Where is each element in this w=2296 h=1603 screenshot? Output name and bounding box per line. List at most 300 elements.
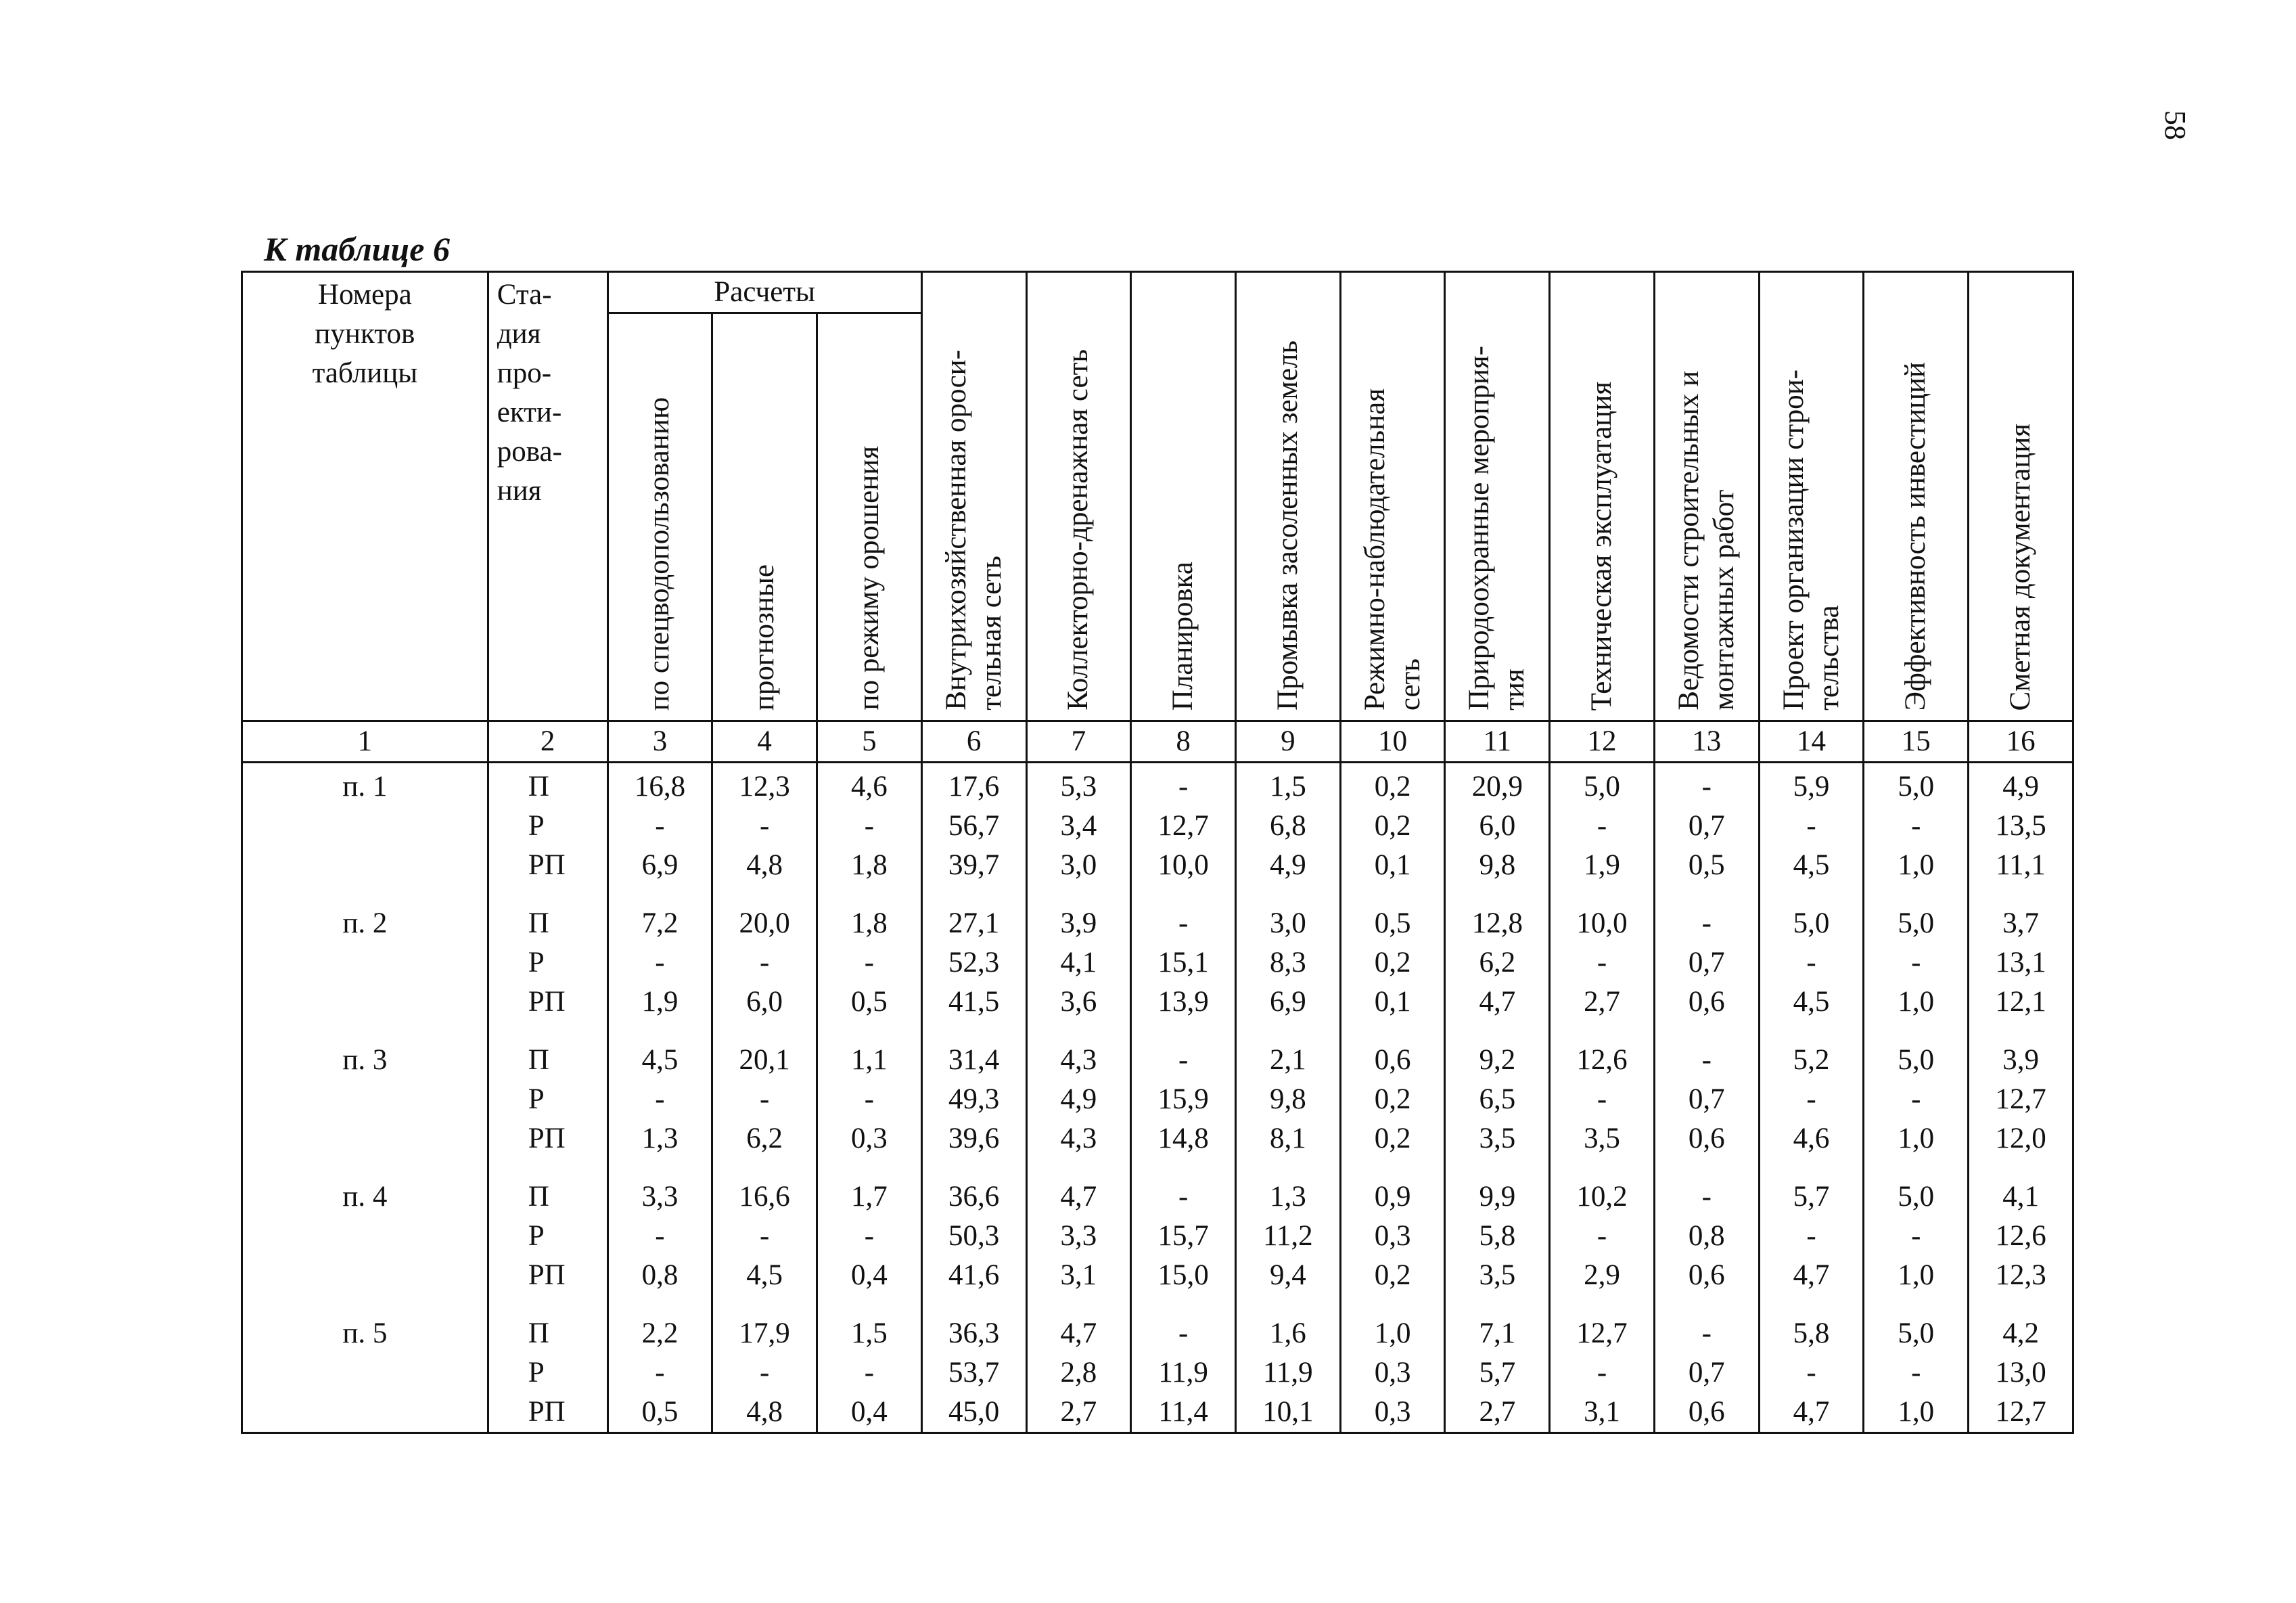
cell-value: 3,5 [1584,1123,1620,1154]
value-cell [1759,1037,1864,1173]
column-number: 14 [1759,721,1864,763]
value-cell [1026,1173,1131,1310]
value-cell [1550,1173,1655,1310]
cell-value: 5,8 [1793,1317,1830,1349]
cell-value: 3,6 [1060,986,1097,1018]
header-col-16 [1969,272,2073,721]
cell-value: 1,0 [1898,986,1935,1018]
cell-value: 12,0 [1995,1123,2046,1154]
value-cell [1026,900,1131,1037]
cell-value: 20,0 [739,907,790,939]
header-line: тельства [1812,605,1845,710]
column-number: 8 [1131,721,1236,763]
value-cell [817,763,922,901]
cell-value: 4,9 [1060,1083,1097,1115]
table-row [242,1037,2073,1173]
header-col-13 [1654,272,1759,721]
cell-value: 12,7 [1995,1083,2046,1115]
item-number: п. 2 [242,900,488,1037]
cell-value: 16,8 [634,771,686,803]
cell-value: - [1178,771,1189,803]
cell-value: 4,1 [1060,947,1097,978]
value-cell [1445,1173,1550,1310]
column-number: 3 [607,721,712,763]
value-cell [1759,900,1864,1037]
cell-value: 0,3 [1374,1220,1411,1252]
value-cell [1235,1037,1340,1173]
item-number: п. 4 [242,1173,488,1310]
value-cell [1864,1173,1969,1310]
table-row [242,1173,2073,1310]
header-line: тия [1498,669,1531,710]
cell-value: - [655,1357,665,1388]
cell-value: 4,3 [1060,1044,1097,1076]
cell-value: 4,1 [2002,1181,2039,1213]
cell-value: 0,4 [851,1259,888,1291]
column-number-row [242,721,2073,763]
cell-value: - [1701,907,1712,939]
cell-value: 0,2 [1374,947,1411,978]
header-design-stage [488,272,607,721]
cell-value: - [1178,1317,1189,1349]
cell-value: 1,3 [1269,1181,1306,1213]
cell-value: 5,9 [1793,771,1830,803]
cell-value: 13,0 [1995,1357,2046,1388]
column-number: 15 [1864,721,1969,763]
cell-value: 5,0 [1898,1181,1935,1213]
value-cell [817,1173,922,1310]
value-cell [1969,763,2073,901]
cell-value: - [864,1357,875,1388]
cell-value: 3,9 [2002,1044,2039,1076]
cell-value: 45,0 [948,1396,1000,1428]
cell-value: 0,1 [1374,986,1411,1018]
cell-value: - [1178,907,1189,939]
cell-value: 5,0 [1898,1317,1935,1349]
cell-value: 5,2 [1793,1044,1830,1076]
cell-value: 0,6 [1688,986,1725,1018]
column-number: 10 [1340,721,1445,763]
cell-value: 3,1 [1060,1259,1097,1291]
cell-value: 6,8 [1269,810,1306,842]
cell-value: 0,2 [1374,771,1411,803]
header-line: Планировка [1167,561,1199,710]
header-line: Ста- [497,279,552,311]
cell-value: 12,3 [1995,1259,2046,1291]
value-cell [1235,1173,1340,1310]
cell-value: 17,9 [739,1317,790,1349]
cell-value: 2,7 [1584,986,1620,1018]
cell-value: 6,9 [1269,986,1306,1018]
cell-value: - [655,810,665,842]
cell-value: 36,6 [948,1181,1000,1213]
cell-value: 4,3 [1060,1123,1097,1154]
value-cell [1550,763,1655,901]
column-number: 12 [1550,721,1655,763]
stage-label: Р [528,1083,545,1115]
cell-value: - [760,1083,770,1115]
cell-value: 1,9 [641,986,679,1018]
stage-cell [488,1173,607,1310]
cell-value: 0,9 [1374,1181,1411,1213]
value-cell [1131,1173,1236,1310]
value-cell [1340,763,1445,901]
cell-value: 0,7 [1688,810,1725,842]
header-col-8 [1131,272,1236,721]
cell-value: 1,9 [1584,849,1620,881]
header-line: по режиму орошения [852,446,885,710]
column-number: 13 [1654,721,1759,763]
value-cell [921,1173,1026,1310]
header-col-5 [817,313,922,721]
cell-value: - [1597,1220,1607,1252]
value-cell [1026,763,1131,901]
cell-value: 17,6 [948,771,1000,803]
cell-value: 5,3 [1060,771,1097,803]
value-cell [1445,1310,1550,1433]
cell-value: 5,0 [1793,907,1830,939]
value-cell [1654,1173,1759,1310]
column-number: 5 [817,721,922,763]
cell-value: 10,0 [1157,849,1209,881]
cell-value: 4,8 [746,849,783,881]
cell-value: 9,4 [1269,1259,1306,1291]
stage-label: П [528,907,549,939]
header-col-10 [1340,272,1445,721]
column-number: 16 [1969,721,2073,763]
cell-value: - [1806,947,1816,978]
cell-value: 4,5 [1793,849,1830,881]
header-line: Режимно-наблюдательная [1358,388,1391,710]
cell-value: 4,7 [1479,986,1516,1018]
cell-value: 39,7 [948,849,1000,881]
value-cell [712,1173,817,1310]
cell-value: 4,9 [1269,849,1306,881]
cell-value: - [760,1220,770,1252]
stage-cell [488,1310,607,1433]
cell-value: 0,7 [1688,1357,1725,1388]
cell-value: 0,2 [1374,1123,1411,1154]
cell-value: 15,0 [1157,1259,1209,1291]
table-caption: К таблице 6 [264,230,450,268]
column-number: 11 [1445,721,1550,763]
cell-value: 3,4 [1060,810,1097,842]
value-cell [1969,1037,2073,1173]
cell-value: 1,8 [851,849,888,881]
header-line: по спецводопользованию [643,397,676,710]
value-cell [607,1173,712,1310]
cell-value: 4,7 [1793,1259,1830,1291]
value-cell [1864,763,1969,901]
cell-value: 31,4 [948,1044,1000,1076]
cell-value: 6,0 [746,986,783,1018]
cell-value: 12,1 [1995,986,2046,1018]
value-cell [921,1310,1026,1433]
cell-value: 15,7 [1157,1220,1209,1252]
cell-value: 1,0 [1898,849,1935,881]
cell-value: - [1911,1357,1921,1388]
stage-label: РП [528,1259,566,1291]
value-cell [712,1037,817,1173]
cell-value: 0,3 [1374,1396,1411,1428]
cell-value: 52,3 [948,947,1000,978]
cell-value: 27,1 [948,907,1000,939]
cell-value: 6,9 [641,849,679,881]
header-line: тельная сеть [975,556,1007,710]
value-cell [1654,1037,1759,1173]
cell-value: 5,0 [1898,907,1935,939]
cell-value: - [655,947,665,978]
header-line: Номера [318,279,412,311]
cell-value: - [1701,1044,1712,1076]
value-cell [921,763,1026,901]
value-cell [712,1310,817,1433]
cell-value: 1,8 [851,907,888,939]
header-col-11 [1445,272,1550,721]
cell-value: 0,7 [1688,1083,1725,1115]
header-line: Природоохранные мероприя- [1463,346,1496,710]
cell-value: - [864,810,875,842]
cell-value: 1,7 [851,1181,888,1213]
value-cell [712,763,817,901]
cell-value: 11,9 [1158,1357,1208,1388]
header-line: ния [497,475,542,507]
cell-value: 0,2 [1374,1083,1411,1115]
header-col-4 [712,313,817,721]
value-cell [1654,763,1759,901]
header-line: сеть [1394,658,1426,710]
cell-value: 13,9 [1157,986,1209,1018]
cell-value: 2,9 [1584,1259,1620,1291]
stage-label: РП [528,1396,566,1428]
header-line: Ведомости строительных и [1672,371,1705,710]
value-cell [1445,900,1550,1037]
header-line: рова- [497,436,562,468]
cell-value: 0,6 [1688,1123,1725,1154]
cell-value: 1,0 [1898,1396,1935,1428]
cell-value: 4,7 [1793,1396,1830,1428]
cell-value: 3,5 [1479,1259,1516,1291]
header-line: монтажных работ [1707,489,1740,710]
value-cell [1550,900,1655,1037]
cell-value: 13,5 [1995,810,2046,842]
cell-value: 0,3 [851,1123,888,1154]
value-cell [817,900,922,1037]
cell-value: 1,0 [1374,1317,1411,1349]
header-line: Сметная документация [2004,423,2037,710]
cell-value: 3,0 [1269,907,1306,939]
header-line: Проект организации строи- [1777,369,1810,710]
stage-label: П [528,1181,549,1213]
value-cell [1340,1173,1445,1310]
cell-value: 9,2 [1479,1044,1516,1076]
cell-value: 1,3 [641,1123,679,1154]
cell-value: 10,1 [1262,1396,1314,1428]
cell-value: 0,8 [1688,1220,1725,1252]
cell-value: 5,0 [1898,1044,1935,1076]
cell-value: 20,9 [1471,771,1523,803]
value-cell [1550,1037,1655,1173]
cell-value: 0,5 [1688,849,1725,881]
value-cell [1969,900,2073,1037]
cell-value: 0,3 [1374,1357,1411,1388]
cell-value: - [864,1220,875,1252]
cell-value: 0,7 [1688,947,1725,978]
cell-value: 16,6 [739,1181,790,1213]
cell-value: 12,7 [1576,1317,1628,1349]
item-number: п. 3 [242,1037,488,1173]
cell-value: 0,5 [641,1396,679,1428]
cell-value: 5,8 [1479,1220,1516,1252]
stage-label: П [528,1317,549,1349]
cell-value: 3,9 [1060,907,1097,939]
cell-value: 0,4 [851,1396,888,1428]
cell-value: - [1911,947,1921,978]
table-row [242,1310,2073,1433]
column-number: 1 [242,721,488,763]
header-line: Промывка засоленных земель [1271,340,1304,710]
cell-value: 1,6 [1269,1317,1306,1349]
stage-label: П [528,771,549,803]
value-cell [1340,1310,1445,1433]
header-col-14 [1759,272,1864,721]
cell-value: 4,5 [746,1259,783,1291]
cell-value: - [1701,1317,1712,1349]
header-line: Техническая эксплуатация [1586,381,1618,710]
value-cell [607,900,712,1037]
value-cell [1759,1173,1864,1310]
cell-value: 49,3 [948,1083,1000,1115]
cell-value: 0,6 [1688,1396,1725,1428]
value-cell [1969,1173,2073,1310]
stage-cell [488,900,607,1037]
value-cell [1445,763,1550,901]
cell-value: 4,5 [1793,986,1830,1018]
cell-value: - [1597,1357,1607,1388]
cell-value: 5,0 [1898,771,1935,803]
header-line: про- [497,357,552,389]
cell-value: 11,4 [1158,1396,1208,1428]
cell-value: 0,1 [1374,849,1411,881]
cell-value: 0,5 [1374,907,1411,939]
header-calculations-group: Расчеты [607,272,921,313]
cell-value: 15,1 [1157,947,1209,978]
header-line: прогнозные [748,564,781,710]
cell-value: - [1178,1044,1189,1076]
value-cell [1864,900,1969,1037]
header-col-12 [1550,272,1655,721]
cell-value: 3,0 [1060,849,1097,881]
cell-value: 5,0 [1584,771,1620,803]
value-cell [1131,900,1236,1037]
cell-value: 4,8 [746,1396,783,1428]
cell-value: 11,1 [1996,849,2046,881]
stage-label: РП [528,1123,566,1154]
cell-value: - [1911,1220,1921,1252]
cell-value: 2,7 [1060,1396,1097,1428]
cell-value: 1,0 [1898,1123,1935,1154]
cell-value: 4,6 [1793,1123,1830,1154]
stage-label: Р [528,947,545,978]
cell-value: - [1806,1357,1816,1388]
cell-value: 56,7 [948,810,1000,842]
cell-value: 1,1 [851,1044,888,1076]
stage-label: П [528,1044,549,1076]
column-number: 6 [921,721,1026,763]
value-cell [1864,1310,1969,1433]
cell-value: 12,8 [1471,907,1523,939]
value-cell [1654,900,1759,1037]
cell-value: 13,1 [1995,947,2046,978]
cell-value: 4,9 [2002,771,2039,803]
cell-value: 2,7 [1479,1396,1516,1428]
cell-value: 5,7 [1479,1357,1516,1388]
cell-value: 10,2 [1576,1181,1628,1213]
value-cell [1759,763,1864,901]
cell-value: 8,1 [1269,1123,1306,1154]
cell-value: 50,3 [948,1220,1000,1252]
cell-value: 11,2 [1263,1220,1313,1252]
cell-value: 0,5 [851,986,888,1018]
cell-value: 3,3 [1060,1220,1097,1252]
cell-value: 7,2 [641,907,679,939]
value-cell [1026,1037,1131,1173]
cell-value: 6,5 [1479,1083,1516,1115]
cell-value: - [1597,810,1607,842]
header-item-numbers [242,272,488,721]
cell-value: 5,7 [1793,1181,1830,1213]
value-cell [1445,1037,1550,1173]
cell-value: - [760,1357,770,1388]
cell-value: 11,9 [1263,1357,1313,1388]
header-line: дия [497,318,541,350]
cell-value: 53,7 [948,1357,1000,1388]
value-cell [921,1037,1026,1173]
header-line: екти- [497,397,562,428]
value-cell [607,1310,712,1433]
value-cell [607,763,712,901]
value-cell [607,1037,712,1173]
header-col-15 [1864,272,1969,721]
cell-value: - [864,947,875,978]
value-cell [1131,1310,1236,1433]
cell-value: 1,0 [1898,1259,1935,1291]
cell-value: 2,1 [1269,1044,1306,1076]
cell-value: 12,7 [1995,1396,2046,1428]
cell-value: - [1806,1083,1816,1115]
cell-value: 0,8 [641,1259,679,1291]
stage-label: Р [528,1357,545,1388]
value-cell [1654,1310,1759,1433]
cell-value: 8,3 [1269,947,1306,978]
value-cell [1550,1310,1655,1433]
cell-value: 7,1 [1479,1317,1516,1349]
value-cell [817,1037,922,1173]
value-cell [1235,1310,1340,1433]
value-cell [1759,1310,1864,1433]
cell-value: 6,2 [1479,947,1516,978]
stage-label: РП [528,849,566,881]
cell-value: 9,8 [1269,1083,1306,1115]
cell-value: 0,2 [1374,1259,1411,1291]
header-line: пунктов [315,318,415,350]
cell-value: 2,2 [641,1317,679,1349]
cell-value: - [1701,771,1712,803]
cell-value: - [655,1083,665,1115]
cell-value: - [655,1220,665,1252]
cell-value: 3,7 [2002,907,2039,939]
header-line: Коллекторно-дренажная сеть [1062,349,1095,710]
